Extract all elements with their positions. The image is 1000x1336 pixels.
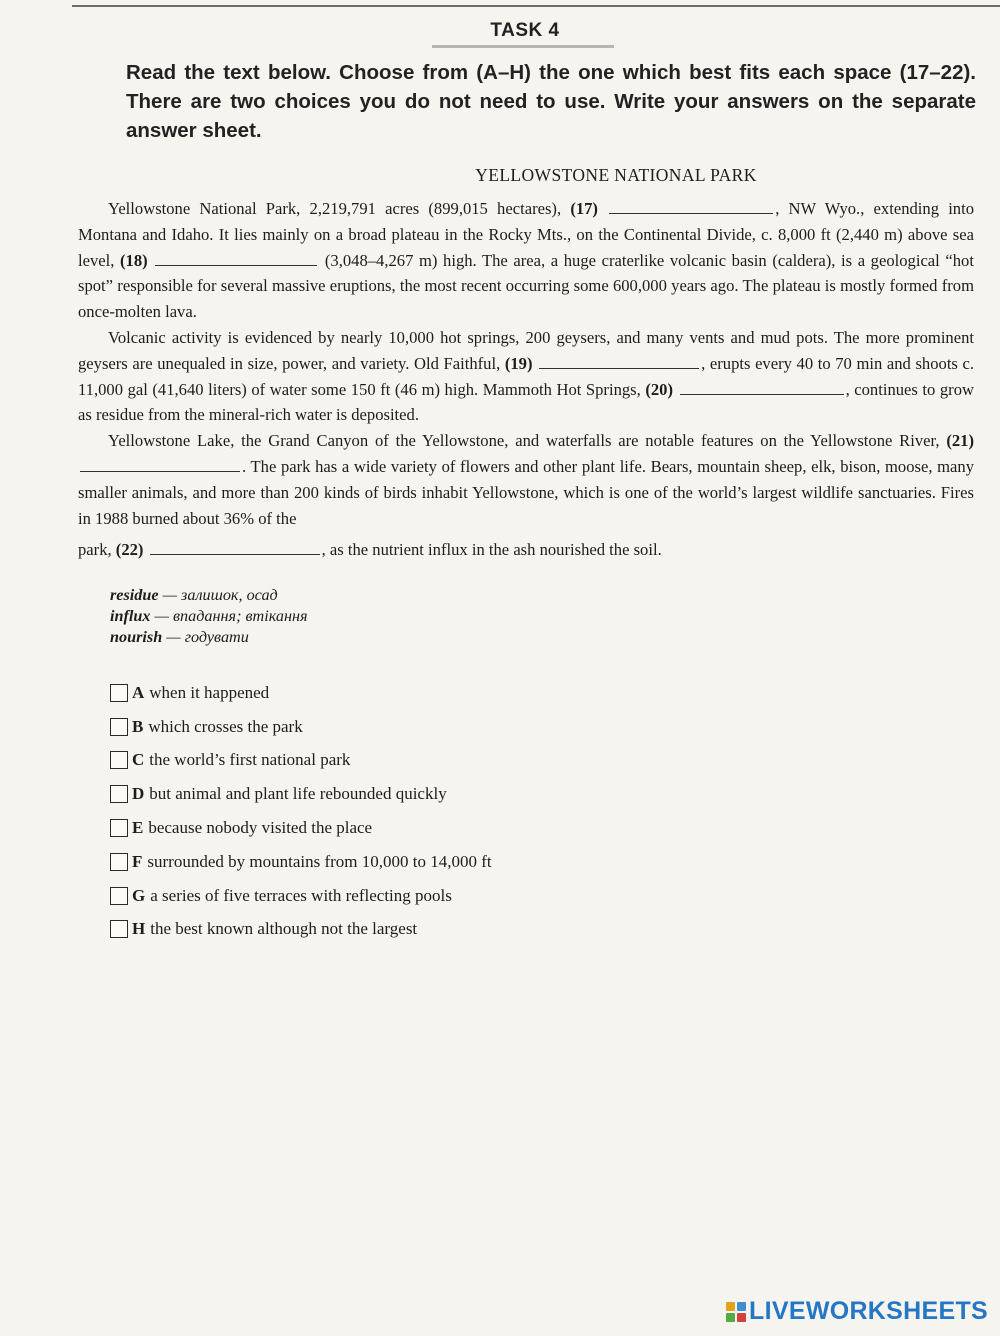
option-a-checkbox[interactable] [110, 684, 128, 702]
glossary-term: influx [110, 607, 151, 625]
gap-18-blank[interactable] [155, 250, 317, 266]
option-b [110, 710, 492, 744]
gap-number-17: (17) [570, 199, 598, 218]
paragraph-4 [78, 537, 974, 563]
gap-21-blank[interactable] [80, 456, 240, 472]
gap-17-blank[interactable] [609, 198, 773, 214]
paragraph-2 [78, 325, 974, 428]
option-text: because nobody visited the place [148, 818, 373, 838]
gap-number-21: (21) [946, 431, 974, 451]
p4-text-2: , as the nutrient influx in the ash nourished the soil. [321, 540, 662, 560]
article-title: YELLOWSTONE NATIONAL PARK [475, 165, 757, 185]
option-h [110, 913, 492, 947]
option-f-checkbox[interactable] [110, 853, 128, 871]
glossary-translation: — впадання; втікання [154, 607, 308, 625]
option-text: when it happened [149, 682, 270, 702]
liveworksheets-brand[interactable] [726, 1297, 988, 1326]
p2-text-2: , erupts every 40 to 70 min and shoots c. 11,000 gal (41,640 liters) of water some 150 ft (46 m) high. Mammoth Hot Springs, [78, 353, 975, 399]
option-text: the best known although not the largest [150, 919, 418, 939]
liveworksheets-logo-icon [726, 1302, 746, 1322]
p1-text-3: (3,048–4,267 m) high. The area, a huge craterlike volcanic basin (caldera), is a geological “hot spot” responsible for several massive eruptions, the most recent occurring some 600,000 years ago. The plateau is mostly formed from once-molten lava. [78, 250, 974, 322]
option-letter: B [132, 716, 144, 736]
brand-text: LIVEWORKSHEETS [749, 1297, 988, 1325]
glossary [110, 585, 308, 648]
option-letter: H [132, 919, 146, 939]
option-letter: A [132, 682, 145, 702]
option-letter: F [132, 851, 143, 871]
glossary-translation: — годувати [166, 628, 249, 646]
glossary-translation: — залишок, осад [162, 586, 278, 604]
option-f [110, 845, 492, 879]
option-d-checkbox[interactable] [110, 785, 128, 803]
option-text: surrounded by mountains from 10,000 to 14,000 ft [147, 851, 492, 871]
option-text: but animal and plant life rebounded quickly [149, 784, 447, 804]
task-title-underline [432, 45, 614, 48]
glossary-term: residue [110, 586, 159, 604]
glossary-item [110, 627, 308, 648]
p3-text-2: . The park has a wide variety of flowers and other plant life. Bears, mountain sheep, elk, bison, moose, many smaller animals, and more than 200 kinds of birds inhabit Yellowstone, which is one of the world’s largest wildlife sanctuaries. Fires in 1988 burned about 36% of the [78, 456, 974, 528]
p1-text-1: Yellowstone National Park, 2,219,791 acres (899,015 hectares), [108, 199, 562, 218]
gap-22-blank[interactable] [150, 539, 320, 555]
top-rule [72, 5, 1000, 7]
option-g [110, 879, 492, 913]
option-e-checkbox[interactable] [110, 819, 128, 837]
option-b-checkbox[interactable] [110, 718, 128, 736]
option-letter: G [132, 885, 146, 905]
option-a [110, 676, 492, 710]
glossary-item [110, 606, 308, 627]
option-letter: C [132, 750, 145, 770]
option-text: a series of five terraces with reflecting pools [150, 885, 452, 905]
gap-number-18: (18) [120, 250, 148, 270]
gap-number-22: (22) [115, 540, 144, 560]
p2-text-3: , continues to grow as residue from the mineral-rich water is deposited. [78, 379, 974, 425]
paragraph-1 [78, 196, 974, 325]
option-letter: E [132, 818, 144, 838]
gap-19-blank[interactable] [539, 353, 699, 369]
paragraph-3 [78, 428, 974, 531]
answer-options [110, 676, 492, 946]
option-c [110, 744, 492, 778]
task-title: TASK 4 [490, 20, 560, 41]
option-c-checkbox[interactable] [110, 751, 128, 769]
gap-number-19: (19) [504, 353, 533, 373]
gap-20-blank[interactable] [680, 379, 844, 395]
option-d [110, 777, 492, 811]
gap-number-20: (20) [645, 379, 673, 399]
option-text: the world’s first national park [149, 750, 351, 770]
p2-text-1: Volcanic activity is evidenced by nearly 10,000 hot springs, 200 geysers, and many vents and mud pots. The more prominent geysers are unequaled in size, power, and variety. Old Faithful, [78, 327, 974, 373]
option-g-checkbox[interactable] [110, 887, 128, 905]
p4-text-1: park, [78, 540, 112, 560]
p1-text-2: , NW Wyo., extending into Montana and Idaho. It lies mainly on a broad plateau in the Rocky Mts., on the Continental Divide, c. 8,000 ft (2,440 m) above sea level, [78, 199, 975, 270]
option-h-checkbox[interactable] [110, 920, 128, 938]
option-letter: D [132, 784, 145, 804]
option-e [110, 811, 492, 845]
glossary-item [110, 585, 308, 606]
article-text [78, 196, 974, 563]
option-text: which crosses the park [148, 716, 303, 736]
instructions: Read the text below. Choose from (A–H) the one which best fits each space (17–22). There are two choices you do not need to use. Write your answers on the separate answer sheet. [126, 61, 976, 142]
glossary-term: nourish [110, 628, 163, 646]
p3-text-1: Yellowstone Lake, the Grand Canyon of the Yellowstone, and waterfalls are notable features on the Yellowstone River, [108, 431, 940, 451]
